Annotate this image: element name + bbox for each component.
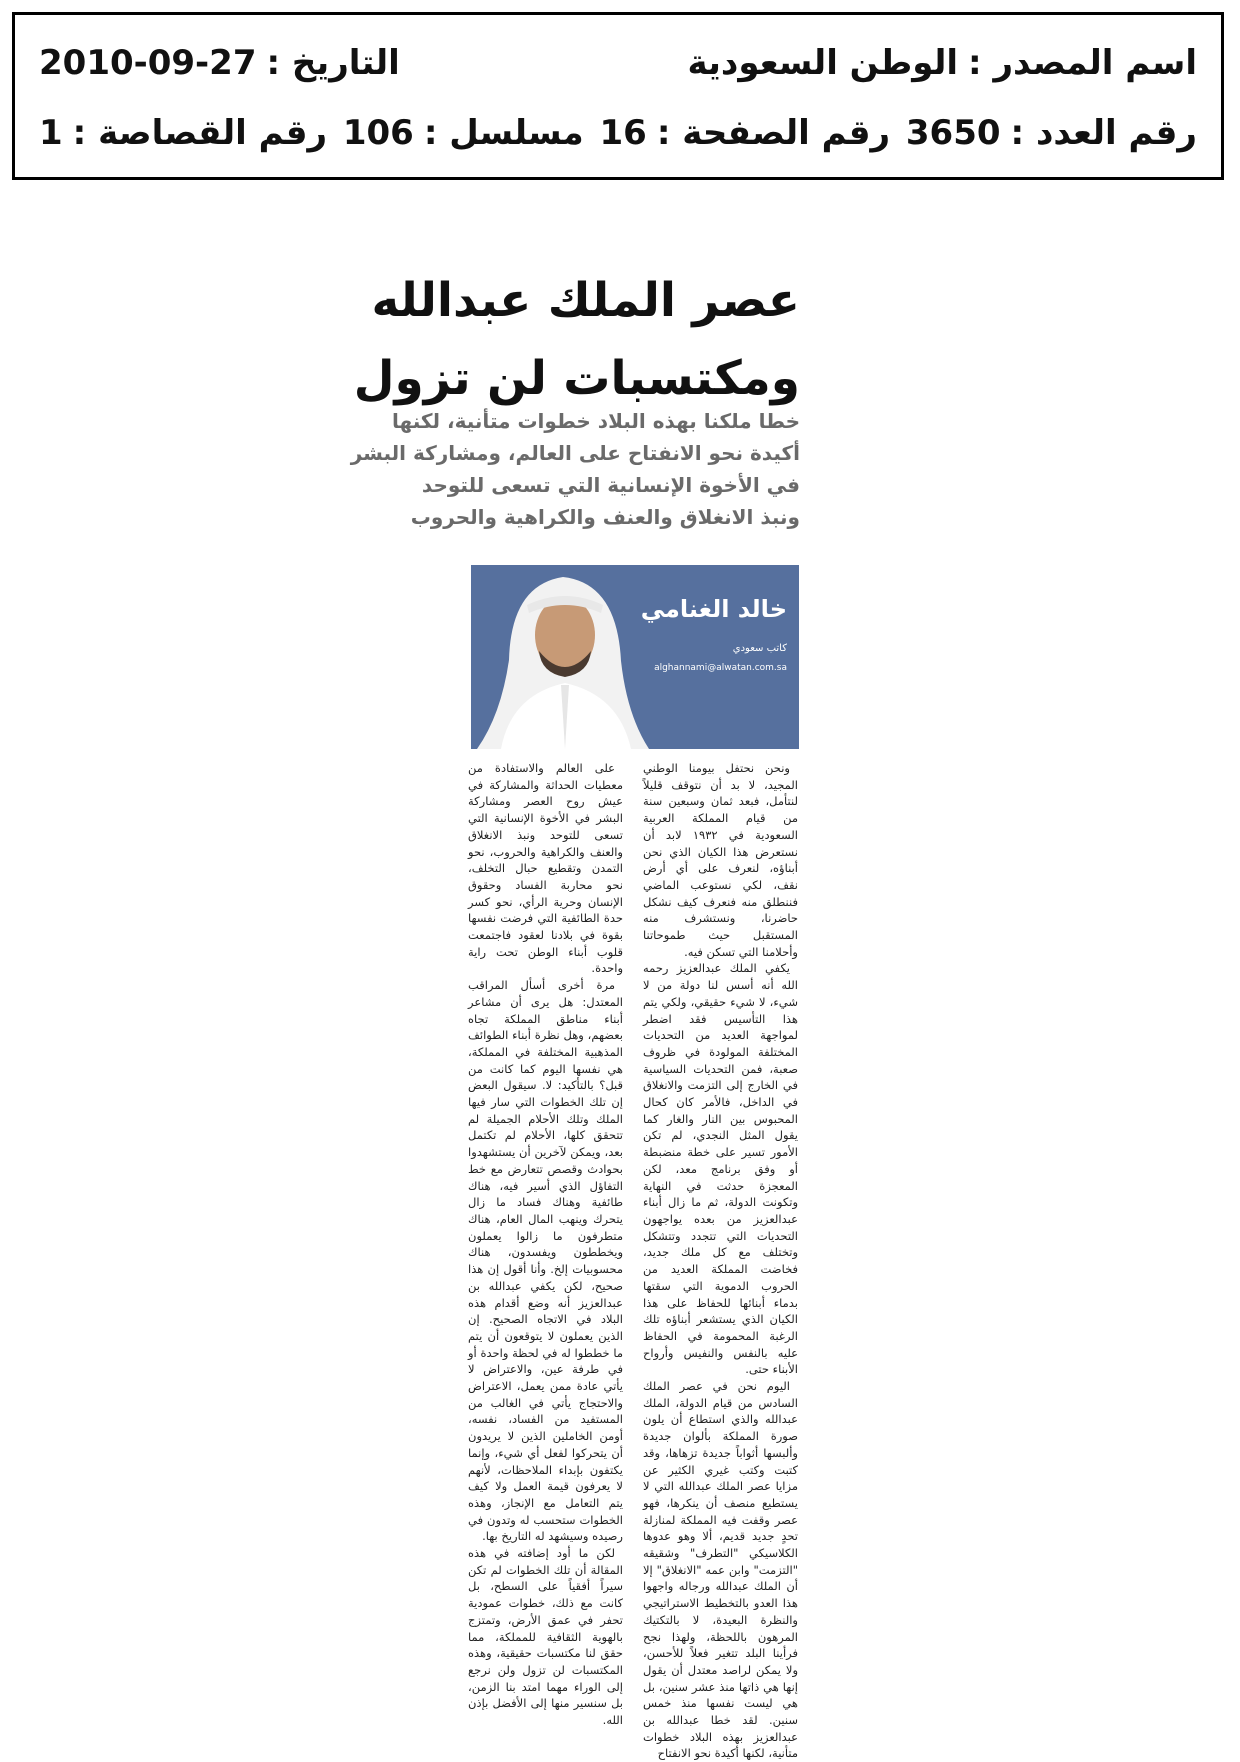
- article-column-left: [468, 760, 623, 1730]
- clip-label: رقم القصاصة :: [72, 113, 328, 153]
- deck-line-3: في الأخوة الإنسانية التي تسعى للتوحد: [421, 473, 800, 497]
- clip-value: 1: [39, 113, 63, 153]
- paragraph: مرة أخرى أسأل المراقب المعتدل: هل يرى أن مشاعر أبناء مناطق المملكة تجاه بعضهم، وهل نظرة أبناء الطوائف المذهبية المختلفة في المملكة، هي نفسها اليوم كما كانت من قبل؟ بالتأكيد: لا. سيقول البعض إن تلك الخطوات التي سار فيها الملك وتلك الأحلام الجميلة لم تتحقق كلها، الأحلام لم تكتمل بعد، ويمكن لآخرين أن يستشهدوا بحوادث وقصص تتعارض مع خط التفاؤل الذي أسير فيه، هناك طائفية وهناك فساد ما زال يتحرك وينهب المال العام، هناك متطرفون ما زالوا يعملون ويخططون ويفسدون، هناك محسوبيات إلخ. وأنا أقول إن هذا صحيح، لكن يكفي عبدالله بن عبدالعزيز أنه وضع أقدام هذه البلاد في الاتجاه الصحيح. إن الذين يعملون لا يتوقعون أن يتم ما خططوا له في لحظة واحدة أو في طرفة عين، والاعتراض لا يأتي عادة ممن يعمل، الاعتراض والاحتجاج يأتي في الغالب من المستفيد من الفساد، نفسه، أومن الخاملين الذين لا يريدون أن يتحركوا لفعل أي شيء، وإنما يكتفون بإبداء الملاحظات، لأنهم لا يعرفون قيمة العمل ولا كيف يتم التعامل مع الإنجاز، وهذه الخطوات ستحسب له وتدون في رصيده وسيشهد له التاريخ بها.: [468, 978, 623, 1544]
- headline-line-1: عصر الملك عبدالله: [371, 273, 800, 328]
- article-column-right: [643, 760, 799, 1761]
- article-headline: [353, 262, 800, 418]
- source-info-box: [12, 12, 1224, 180]
- issue-label: رقم العدد :: [1010, 113, 1197, 153]
- date-label: التاريخ :: [266, 43, 400, 83]
- page-label: رقم الصفحة :: [656, 113, 891, 153]
- paragraph: على العالم والاستفادة من معطيات الحداثة والمشاركة في عيش روح العصر ومشاركة البشر في الأخوة الإنسانية التي تسعى للتوحد ونبذ الانغلاق والعنف والكراهية والحروب، نحو التمدن وتقطيع حبال التخلف، نحو محاربة الفساد وحقوق الإنسان وحرية الرأي، نحو كسر حدة الطائفية التي فرضت نفسها بقوة في بلادنا لعقود فاجتمعت قلوب أبناء الوطن تحت راية واحدة.: [468, 761, 623, 976]
- source-field: [687, 43, 1197, 83]
- author-title: كاتب سعودي: [732, 643, 787, 654]
- issue-value: 3650: [905, 113, 1001, 153]
- paragraph: لكن ما أود إضافته في هذه المقالة أن تلك الخطوات لم تكن سيراً أفقياً على السطح، بل كانت مع ذلك، خطوات عمودية تحفر في عمق الأرض، وتمتزج بالهوية الثقافية للمملكة، مما حقق لنا مكتسبات حقيقية، وهذه المكتسبات لن تزول ولن نرجع إلى الوراء مهما امتد بنا الزمن، بل سنسير منها إلى الأفضل بإذن الله.: [468, 1546, 623, 1728]
- date-field: [39, 43, 400, 83]
- headline-line-2: ومكتسبات لن تزول: [353, 351, 800, 406]
- issue-field: [906, 113, 1197, 153]
- article-deck: [350, 405, 800, 533]
- clip-field: [39, 113, 327, 153]
- paragraph: يكفي الملك عبدالعزيز رحمه الله أنه أسس لنا دولة من لا شيء، لا شيء حقيقي، ولكي يتم هذا التأسيس فقد اضطر لمواجهة العديد من التحديات المختلفة المولودة في ظروف صعبة، فمن التحديات السياسية في الخارج إلى التزمت والانغلاق في الداخل، فالأمر كان كحال المحبوس بين النار والغار كما يقول المثل النجدي، لم تكن الأمور تسير على خطة منضبطة أو وفق برنامج معد، لكن المعجزة حدثت في النهاية وتكونت الدولة، ثم ما زال أبناء عبدالعزيز من بعده يواجهون التحديات التي تتجدد وتتشكل وتختلف مع كل ملك جديد، فخاضت المملكة العديد من الحروب الدموية التي سقتها بدماء أبنائها للحفاظ على هذا الكيان الذي يستشعر أبناؤه تلك الرغبة المحمومة في الحفاظ عليه بالنفس والنفيس وأرواح الأبناء حتى.: [643, 961, 798, 1377]
- deck-line-4: ونبذ الانغلاق والعنف والكراهية والحروب: [410, 505, 800, 529]
- paragraph: اليوم نحن في عصر الملك السادس من قيام الدولة، الملك عبدالله والذي استطاع أن يلون صورة المملكة بألوان جديدة وألبسها أثواباً جديدة تزهاها، وقد كتبت وكتب غيري الكثير عن مزايا عصر الملك عبدالله التي لا يستطيع منصف أن ينكرها، فهو عصر وقفت فيه المملكة لمنازلة تحدٍ جديد قديم، ألا وهو عدوها الكلاسيكي "التطرف" وشقيقه "التزمت" وابن عمه "الانغلاق" إلا أن الملك عبدالله ورجاله واجهوا هذا العدو بالتخطيط الاستراتيجي والنظرة البعيدة، لا بالتكتيك المرهون باللحظة، ولهذا نجح فرأينا البلد تتغير فعلاً للأحسن، ولا يمكن لراصد معتدل أن يقول إنها هي ذاتها منذ عشر سنين، بل هي ليست نفسها منذ خمس سنين. لقد خطا عبدالله بن عبدالعزيز بهذه البلاد خطوات متأنية، لكنها أكيدة نحو الانفتاح: [643, 1379, 798, 1761]
- serial-value: 106: [342, 113, 414, 153]
- deck-line-2: أكيدة نحو الانفتاح على العالم، ومشاركة البشر: [350, 441, 800, 465]
- source-date-row: [39, 35, 1197, 91]
- source-label: اسم المصدر :: [968, 43, 1197, 83]
- issue-row: [39, 105, 1197, 161]
- serial-label: مسلسل :: [423, 113, 584, 153]
- serial-field: [343, 113, 584, 153]
- deck-line-1: خطا ملكنا بهذه البلاد خطوات متأنية، لكنها: [392, 409, 800, 433]
- author-portrait: [471, 565, 651, 749]
- author-box: [471, 565, 799, 749]
- page-value: 16: [599, 113, 647, 153]
- date-value: 2010-09-27: [39, 43, 257, 83]
- source-value: الوطن السعودية: [687, 43, 959, 83]
- author-name: خالد الغنامي: [640, 595, 787, 623]
- author-email: alghannami@alwatan.com.sa: [654, 663, 787, 673]
- paragraph: ونحن نحتفل بيومنا الوطني المجيد، لا بد أن نتوقف قليلاً لنتأمل، فبعد ثمان وسبعين سنة من قيام المملكة العربية السعودية في ١٩٣٢ لابد أن نستعرض هذا الكيان الذي نحن أبناؤه، لنعرف على أي أرض نقف، لكي نستوعب الماضي فننطلق منه فنعرف كيف نشكل حاضرنا، ونستشرف منه المستقبل حيث طموحاتنا وأحلامنا التي تسكن فيه.: [643, 761, 799, 959]
- page-field: [600, 113, 891, 153]
